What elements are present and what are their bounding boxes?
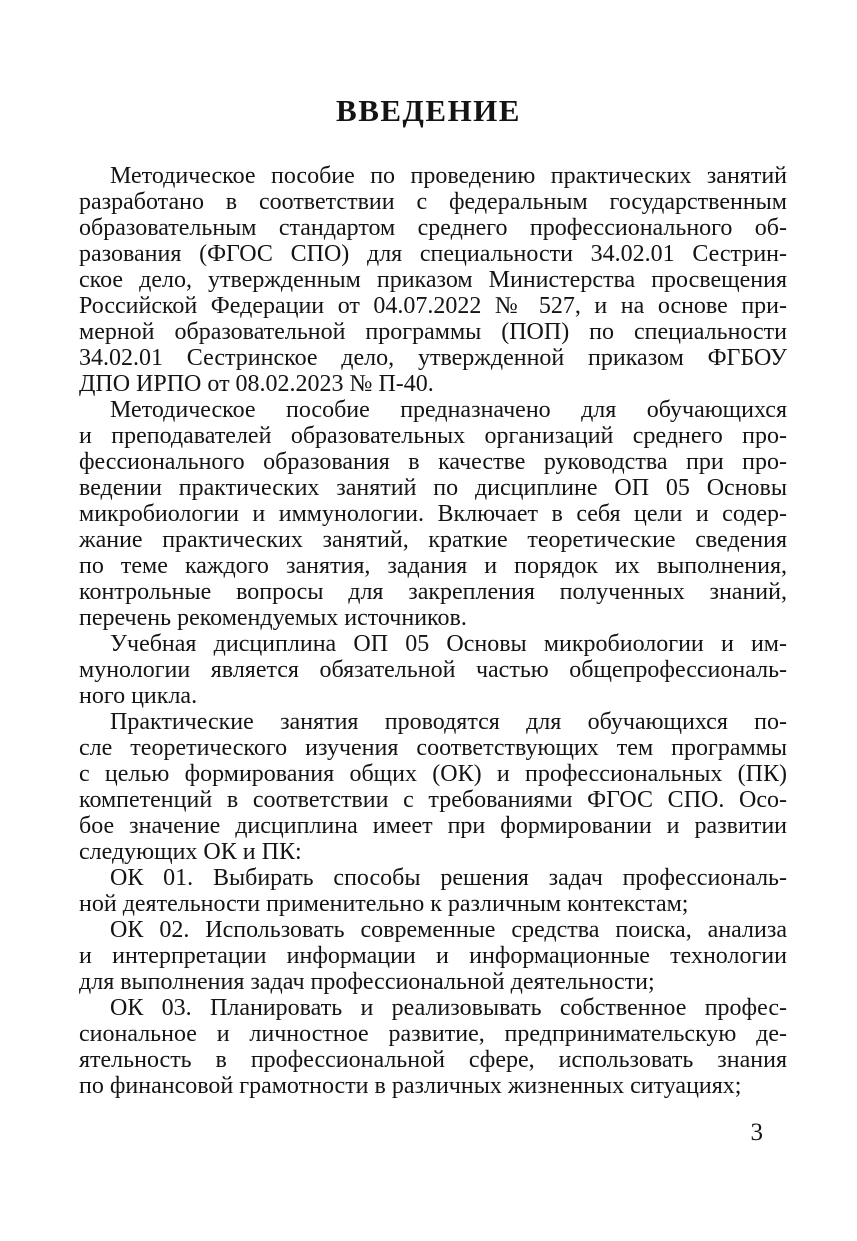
- text-line: Учебная дисциплина ОП 05 Основы микробиологии и им-: [110, 631, 787, 657]
- text-line: Практические занятия проводятся для обучающихся по-: [110, 709, 787, 735]
- text-line: ОК 02. Использовать современные средства поиска, анализа: [110, 917, 787, 943]
- text-line: и преподавателей образовательных организаций среднего про-: [79, 423, 787, 449]
- text-line: ОК 03. Планировать и реализовывать собственное профес-: [110, 995, 787, 1021]
- text-line: Методическое пособие предназначено для обучающихся: [110, 397, 787, 423]
- paragraph: [79, 163, 787, 397]
- paragraph: [79, 709, 787, 865]
- text-line: ной деятельности применительно к различным контекстам;: [79, 891, 689, 917]
- text-line: фессионального образования в качестве руководства при про-: [79, 449, 787, 475]
- text-line: образовательным стандартом среднего профессионального об-: [79, 215, 787, 241]
- body-text: [79, 163, 787, 1099]
- text-line: мерной образовательной программы (ПОП) по специальности: [79, 319, 787, 345]
- text-line: 34.02.01 Сестринское дело, утвержденной приказом ФГБОУ: [79, 345, 787, 371]
- text-line: разования (ФГОС СПО) для специальности 34.02.01 Сестрин-: [79, 241, 787, 267]
- text-line: и интерпретации информации и информационные технологии: [79, 943, 787, 969]
- paragraph: [79, 397, 787, 631]
- text-line: ское дело, утвержденным приказом Министерства просвещения: [79, 267, 787, 293]
- page-number: 3: [750, 1119, 763, 1146]
- text-line: Российской Федерации от 04.07.2022 № 527, и на основе при-: [79, 293, 787, 319]
- text-line: ного цикла.: [79, 683, 198, 709]
- text-line: перечень рекомендуемых источников.: [79, 605, 467, 631]
- text-line: ОК 01. Выбирать способы решения задач профессиональ-: [110, 865, 787, 891]
- text-line: разработано в соответствии с федеральным государственным: [79, 189, 787, 215]
- page-title: ВВЕДЕНИЕ: [336, 93, 521, 128]
- text-line: Методическое пособие по проведению практических занятий: [110, 163, 787, 189]
- paragraph: [79, 917, 787, 995]
- text-line: контрольные вопросы для закрепления полученных знаний,: [79, 579, 787, 605]
- paragraph: [79, 631, 787, 709]
- text-line: мунологии является обязательной частью общепрофессиональ-: [79, 657, 787, 683]
- text-line: по финансовой грамотности в различных жизненных ситуациях;: [79, 1073, 742, 1099]
- text-line: следующих ОК и ПК:: [79, 839, 302, 865]
- text-line: с целью формирования общих (ОК) и профессиональных (ПК): [79, 761, 787, 787]
- text-line: компетенций в соответствии с требованиями ФГОС СПО. Осо-: [79, 787, 787, 813]
- text-line: сле теоретического изучения соответствующих тем программы: [79, 735, 787, 761]
- text-line: микробиологии и иммунологии. Включает в себя цели и содер-: [79, 501, 787, 527]
- text-line: бое значение дисциплина имеет при формировании и развитии: [79, 813, 787, 839]
- paragraph: [79, 865, 787, 917]
- text-line: по теме каждого занятия, задания и порядок их выполнения,: [79, 553, 787, 579]
- text-line: ведении практических занятий по дисциплине ОП 05 Основы: [79, 475, 787, 501]
- text-line: сиональное и личностное развитие, предпринимательскую де-: [79, 1021, 787, 1047]
- paragraph: [79, 995, 787, 1099]
- text-line: для выполнения задач профессиональной деятельности;: [79, 969, 655, 995]
- text-line: ятельность в профессиональной сфере, использовать знания: [79, 1047, 787, 1073]
- text-line: ДПО ИРПО от 08.02.2023 № П-40.: [79, 371, 434, 397]
- text-line: жание практических занятий, краткие теоретические сведения: [79, 527, 787, 553]
